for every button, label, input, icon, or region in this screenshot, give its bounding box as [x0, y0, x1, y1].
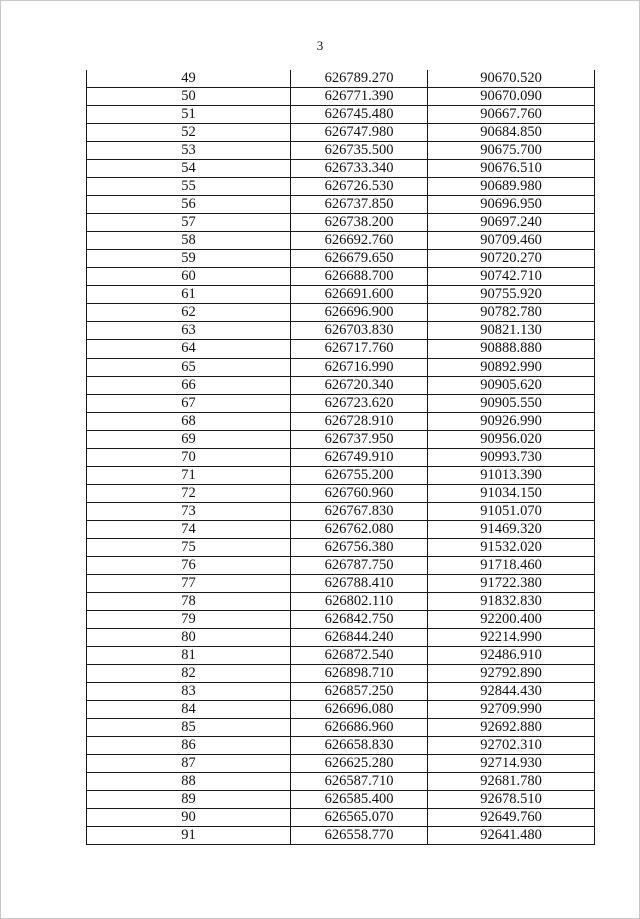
point-number-cell: 83	[87, 683, 291, 701]
table-row	[87, 88, 595, 106]
point-number-cell: 56	[87, 196, 291, 214]
coordinates-table	[86, 70, 595, 845]
point-number-cell: 64	[87, 340, 291, 358]
y-coordinate-cell: 92214.990	[428, 628, 595, 646]
coordinates-table-body	[87, 70, 595, 845]
table-row	[87, 773, 595, 791]
table-row	[87, 160, 595, 178]
x-coordinate-cell: 626749.910	[291, 448, 428, 466]
table-row	[87, 232, 595, 250]
table-row	[87, 448, 595, 466]
point-number-cell: 71	[87, 466, 291, 484]
y-coordinate-cell: 91034.150	[428, 484, 595, 502]
x-coordinate-cell: 626696.900	[291, 304, 428, 322]
point-number-cell: 51	[87, 106, 291, 124]
point-number-cell: 86	[87, 737, 291, 755]
y-coordinate-cell: 90993.730	[428, 448, 595, 466]
y-coordinate-cell: 90676.510	[428, 160, 595, 178]
y-coordinate-cell: 92486.910	[428, 647, 595, 665]
y-coordinate-cell: 92692.880	[428, 719, 595, 737]
y-coordinate-cell: 90670.520	[428, 70, 595, 88]
point-number-cell: 65	[87, 358, 291, 376]
y-coordinate-cell: 90892.990	[428, 358, 595, 376]
table-row	[87, 683, 595, 701]
x-coordinate-cell: 626789.270	[291, 70, 428, 88]
x-coordinate-cell: 626756.380	[291, 538, 428, 556]
y-coordinate-cell: 92792.890	[428, 665, 595, 683]
y-coordinate-cell: 91718.460	[428, 556, 595, 574]
point-number-cell: 67	[87, 394, 291, 412]
x-coordinate-cell: 626587.710	[291, 773, 428, 791]
point-number-cell: 68	[87, 412, 291, 430]
y-coordinate-cell: 92200.400	[428, 610, 595, 628]
y-coordinate-cell: 90905.620	[428, 376, 595, 394]
table-row	[87, 394, 595, 412]
x-coordinate-cell: 626688.700	[291, 268, 428, 286]
table-row	[87, 376, 595, 394]
x-coordinate-cell: 626728.910	[291, 412, 428, 430]
y-coordinate-cell: 92714.930	[428, 755, 595, 773]
table-row	[87, 701, 595, 719]
y-coordinate-cell: 92681.780	[428, 773, 595, 791]
y-coordinate-cell: 90905.550	[428, 394, 595, 412]
y-coordinate-cell: 92702.310	[428, 737, 595, 755]
x-coordinate-cell: 626745.480	[291, 106, 428, 124]
point-number-cell: 59	[87, 250, 291, 268]
table-row	[87, 665, 595, 683]
point-number-cell: 78	[87, 592, 291, 610]
table-row	[87, 809, 595, 827]
point-number-cell: 50	[87, 88, 291, 106]
x-coordinate-cell: 626723.620	[291, 394, 428, 412]
y-coordinate-cell: 91013.390	[428, 466, 595, 484]
x-coordinate-cell: 626703.830	[291, 322, 428, 340]
table-row	[87, 556, 595, 574]
table-row	[87, 538, 595, 556]
y-coordinate-cell: 91722.380	[428, 574, 595, 592]
table-row	[87, 628, 595, 646]
point-number-cell: 58	[87, 232, 291, 250]
y-coordinate-cell: 90926.990	[428, 412, 595, 430]
point-number-cell: 79	[87, 610, 291, 628]
x-coordinate-cell: 626755.200	[291, 466, 428, 484]
point-number-cell: 55	[87, 178, 291, 196]
x-coordinate-cell: 626802.110	[291, 592, 428, 610]
point-number-cell: 60	[87, 268, 291, 286]
x-coordinate-cell: 626696.080	[291, 701, 428, 719]
point-number-cell: 53	[87, 142, 291, 160]
table-row	[87, 592, 595, 610]
x-coordinate-cell: 626735.500	[291, 142, 428, 160]
x-coordinate-cell: 626762.080	[291, 520, 428, 538]
table-row	[87, 466, 595, 484]
table-row	[87, 610, 595, 628]
table-row	[87, 142, 595, 160]
point-number-cell: 80	[87, 628, 291, 646]
table-row	[87, 791, 595, 809]
x-coordinate-cell: 626585.400	[291, 791, 428, 809]
table-row	[87, 647, 595, 665]
point-number-cell: 82	[87, 665, 291, 683]
point-number-cell: 77	[87, 574, 291, 592]
y-coordinate-cell: 90684.850	[428, 124, 595, 142]
point-number-cell: 74	[87, 520, 291, 538]
point-number-cell: 73	[87, 502, 291, 520]
x-coordinate-cell: 626733.340	[291, 160, 428, 178]
point-number-cell: 49	[87, 70, 291, 88]
y-coordinate-cell: 90956.020	[428, 430, 595, 448]
x-coordinate-cell: 626767.830	[291, 502, 428, 520]
x-coordinate-cell: 626716.990	[291, 358, 428, 376]
point-number-cell: 75	[87, 538, 291, 556]
y-coordinate-cell: 90675.700	[428, 142, 595, 160]
point-number-cell: 61	[87, 286, 291, 304]
table-row	[87, 574, 595, 592]
x-coordinate-cell: 626658.830	[291, 737, 428, 755]
point-number-cell: 85	[87, 719, 291, 737]
y-coordinate-cell: 92649.760	[428, 809, 595, 827]
table-row	[87, 106, 595, 124]
x-coordinate-cell: 626691.600	[291, 286, 428, 304]
x-coordinate-cell: 626771.390	[291, 88, 428, 106]
table-row	[87, 737, 595, 755]
point-number-cell: 72	[87, 484, 291, 502]
x-coordinate-cell: 626788.410	[291, 574, 428, 592]
x-coordinate-cell: 626787.750	[291, 556, 428, 574]
table-row	[87, 268, 595, 286]
y-coordinate-cell: 91469.320	[428, 520, 595, 538]
x-coordinate-cell: 626565.070	[291, 809, 428, 827]
page-number: 3	[316, 38, 324, 53]
table-row	[87, 250, 595, 268]
table-row	[87, 520, 595, 538]
x-coordinate-cell: 626679.650	[291, 250, 428, 268]
y-coordinate-cell: 90742.710	[428, 268, 595, 286]
y-coordinate-cell: 90755.920	[428, 286, 595, 304]
y-coordinate-cell: 92709.990	[428, 701, 595, 719]
y-coordinate-cell: 90888.880	[428, 340, 595, 358]
point-number-cell: 90	[87, 809, 291, 827]
y-coordinate-cell: 90720.270	[428, 250, 595, 268]
y-coordinate-cell: 91532.020	[428, 538, 595, 556]
y-coordinate-cell: 92844.430	[428, 683, 595, 701]
y-coordinate-cell: 90821.130	[428, 322, 595, 340]
table-row	[87, 412, 595, 430]
x-coordinate-cell: 626857.250	[291, 683, 428, 701]
y-coordinate-cell: 90782.780	[428, 304, 595, 322]
point-number-cell: 69	[87, 430, 291, 448]
x-coordinate-cell: 626737.950	[291, 430, 428, 448]
point-number-cell: 91	[87, 827, 291, 845]
y-coordinate-cell: 92678.510	[428, 791, 595, 809]
point-number-cell: 57	[87, 214, 291, 232]
x-coordinate-cell: 626737.850	[291, 196, 428, 214]
y-coordinate-cell: 90696.950	[428, 196, 595, 214]
point-number-cell: 62	[87, 304, 291, 322]
y-coordinate-cell: 90667.760	[428, 106, 595, 124]
x-coordinate-cell: 626686.960	[291, 719, 428, 737]
y-coordinate-cell: 90689.980	[428, 178, 595, 196]
point-number-cell: 89	[87, 791, 291, 809]
point-number-cell: 76	[87, 556, 291, 574]
point-number-cell: 81	[87, 647, 291, 665]
point-number-cell: 54	[87, 160, 291, 178]
table-row	[87, 322, 595, 340]
table-row	[87, 70, 595, 88]
table-row	[87, 214, 595, 232]
x-coordinate-cell: 626842.750	[291, 610, 428, 628]
y-coordinate-cell: 90670.090	[428, 88, 595, 106]
x-coordinate-cell: 626760.960	[291, 484, 428, 502]
table-row	[87, 827, 595, 845]
x-coordinate-cell: 626898.710	[291, 665, 428, 683]
y-coordinate-cell: 91051.070	[428, 502, 595, 520]
x-coordinate-cell: 626720.340	[291, 376, 428, 394]
x-coordinate-cell: 626738.200	[291, 214, 428, 232]
x-coordinate-cell: 626844.240	[291, 628, 428, 646]
table-row	[87, 484, 595, 502]
x-coordinate-cell: 626747.980	[291, 124, 428, 142]
x-coordinate-cell: 626872.540	[291, 647, 428, 665]
table-row	[87, 304, 595, 322]
point-number-cell: 70	[87, 448, 291, 466]
x-coordinate-cell: 626625.280	[291, 755, 428, 773]
table-row	[87, 340, 595, 358]
point-number-cell: 52	[87, 124, 291, 142]
x-coordinate-cell: 626726.530	[291, 178, 428, 196]
point-number-cell: 63	[87, 322, 291, 340]
point-number-cell: 66	[87, 376, 291, 394]
table-row	[87, 430, 595, 448]
y-coordinate-cell: 91832.830	[428, 592, 595, 610]
table-row	[87, 755, 595, 773]
table-row	[87, 358, 595, 376]
table-row	[87, 502, 595, 520]
y-coordinate-cell: 92641.480	[428, 827, 595, 845]
x-coordinate-cell: 626558.770	[291, 827, 428, 845]
table-row	[87, 124, 595, 142]
point-number-cell: 87	[87, 755, 291, 773]
x-coordinate-cell: 626692.760	[291, 232, 428, 250]
y-coordinate-cell: 90697.240	[428, 214, 595, 232]
point-number-cell: 88	[87, 773, 291, 791]
x-coordinate-cell: 626717.760	[291, 340, 428, 358]
table-row	[87, 196, 595, 214]
table-row	[87, 719, 595, 737]
table-row	[87, 178, 595, 196]
table-row	[87, 286, 595, 304]
y-coordinate-cell: 90709.460	[428, 232, 595, 250]
point-number-cell: 84	[87, 701, 291, 719]
